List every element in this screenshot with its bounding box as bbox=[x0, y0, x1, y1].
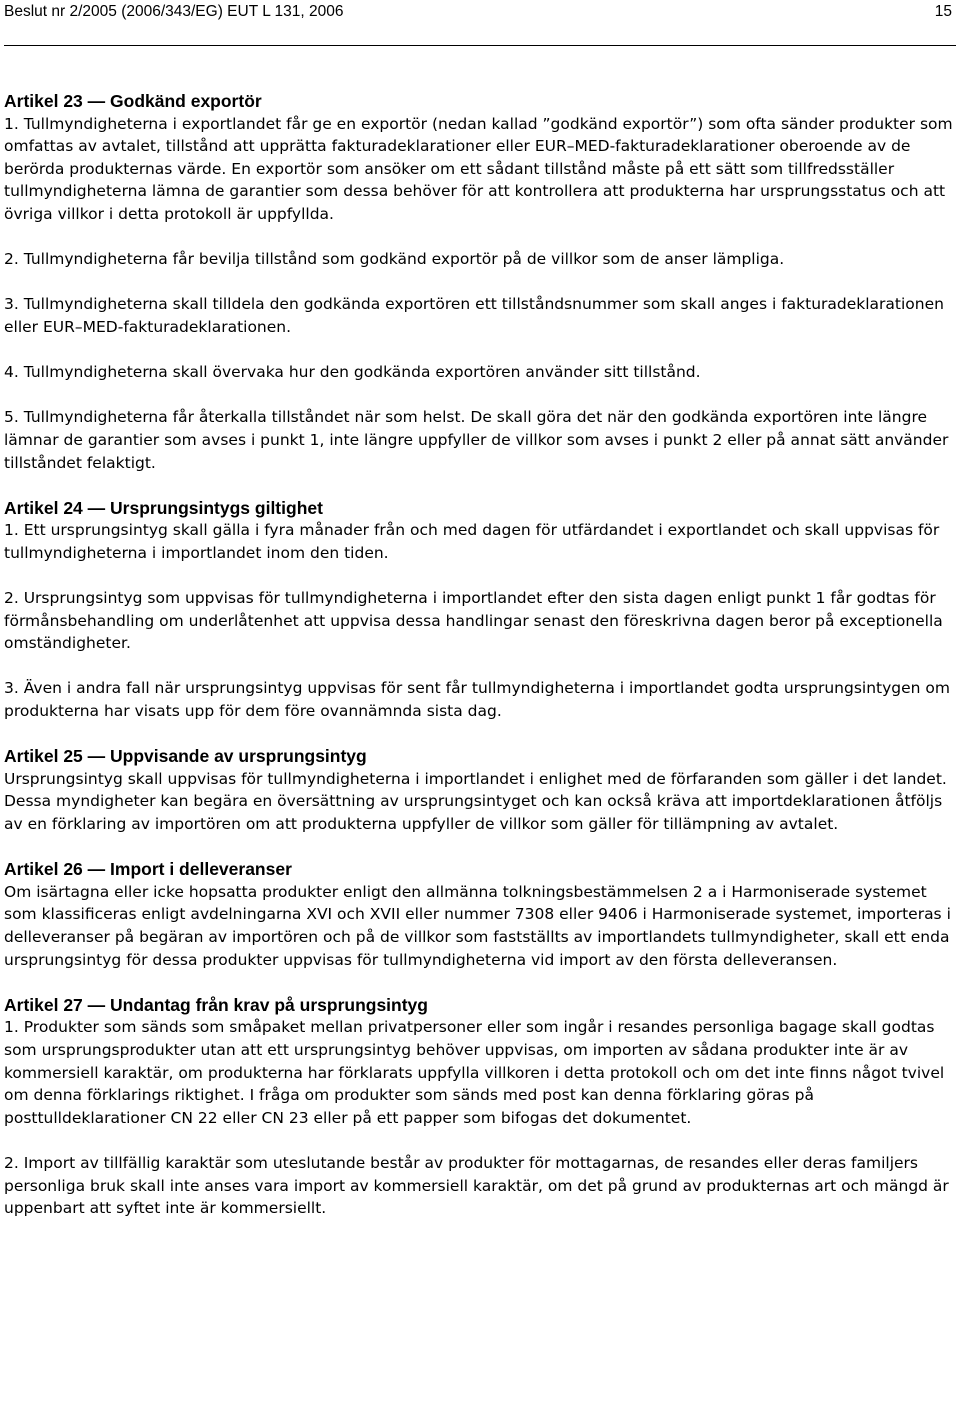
article-paragraph: Ursprungsintyg skall uppvisas för tullmyndigheterna i importlandet i enlighet med de förfaranden som gäller i det landet. Dessa myndigheter kan begära en översättning av ursprungsintyget och kan också kräva att importdeklarationen åtföljs av en förklaring av importören om att produkterna uppfyller de villkor som gäller för tillämpning av avtalet. bbox=[4, 769, 947, 833]
article-heading: Artikel 26 — Import i delleveranser bbox=[4, 859, 292, 880]
article-paragraph: 1. Ett ursprungsintyg skall gälla i fyra månader från och med dagen för utfärdandet i exportlandet och skall uppvisas för tullmyndigheterna i importlandet inom den tiden. bbox=[4, 521, 940, 562]
page-header bbox=[0, 0, 960, 46]
header-divider bbox=[4, 45, 956, 46]
article-paragraph: 1. Produkter som sänds som småpaket mellan privatpersoner eller som ingår i resandes personliga bagage skall godtas som ursprungsprodukter utan att ett ursprungsintyg behöver uppvisas, om importen av sådana produkter inte är av kommersiell karaktär, om produkterna har förklarats uppfylla villkoren i detta protokoll och om det inte finns något tvivel om denna förklarings riktighet. I fråga om produkter som sänds med post kan denna förklaring göras på posttulldeklarationer CN 22 eller CN 23 eller på ett papper som bifogas det dokumentet. bbox=[4, 1018, 945, 1127]
header-title: Beslut nr 2/2005 (2006/343/EG) EUT L 131, 2006 bbox=[4, 3, 344, 20]
article-paragraph: Om isärtagna eller icke hopsatta produkter enligt den allmänna tolkningsbestämmelsen 2 a i Harmoniserade systemet som klassificeras enligt avdelningarna XVI och XVII eller nummer 7308 eller 9406 i Harmoniserade systemet, importeras i delleveranser på begäran av importören och på de villkor som fastställts av importlandets tullmyndigheter, skall ett enda ursprungsintyg för dessa produkter uppvisas för tullmyndigheterna vid import av den första delleveransen. bbox=[4, 882, 951, 969]
article-paragraph: 5. Tullmyndigheterna får återkalla tillståndet när som helst. De skall göra det när den godkända exportören inte längre lämnar de garantier som avses i punkt 1, inte längre uppfyller de villkor som avses i punkt 2 eller på annat sätt använder tillståndet felaktigt. bbox=[4, 408, 949, 472]
article-23 bbox=[4, 90, 956, 474]
article-paragraph: 2. Ursprungsintyg som uppvisas för tullmyndigheterna i importlandet efter den sista dagen enligt punkt 1 får godtas för förmånsbehandling om underlåtenhet att uppvisa dessa handlingar senast den föreskrivna dagen beror på exceptionella omständigheter. bbox=[4, 589, 943, 653]
article-26 bbox=[4, 858, 956, 971]
article-heading: Artikel 27 — Undantag från krav på ursprungsintyg bbox=[4, 994, 428, 1015]
article-paragraph: 3. Även i andra fall när ursprungsintyg uppvisas för sent får tullmyndigheterna i importlandet godta ursprungsintygen om produkterna har visats upp för dem före ovannämnda sista dag. bbox=[4, 679, 950, 721]
article-heading: Artikel 24 — Ursprungsintygs giltighet bbox=[4, 497, 323, 518]
article-paragraph: 3. Tullmyndigheterna skall tilldela den godkända exportören ett tillståndsnummer som skall anges i fakturadeklarationen eller EUR–MED-fakturadeklarationen. bbox=[4, 295, 944, 336]
article-paragraph: 2. Import av tillfällig karaktär som uteslutande består av produkter för mottagarnas, de resandes eller deras familjers personliga bruk skall inte anses vara import av kommersiell karaktär, om det på grund av produkternas art och mängd är uppenbart att syftet inte är kommersiellt. bbox=[4, 1153, 949, 1218]
article-27 bbox=[4, 994, 956, 1220]
article-24 bbox=[4, 497, 956, 723]
article-paragraph: 2. Tullmyndigheterna får bevilja tillstånd som godkänd exportör på de villkor som de anser lämpliga. bbox=[4, 250, 785, 269]
page-number: 15 bbox=[934, 3, 952, 20]
article-heading: Artikel 23 — Godkänd exportör bbox=[4, 91, 262, 111]
article-paragraph: 1. Tullmyndigheterna i exportlandet får ge en exportör (nedan kallad ”godkänd exportör”) som ofta sänder produkter som omfattas av avtalet, tillstånd att upprätta fakturadeklarationer eller EUR–MED-fakturadeklarationer oberoende av de berörda produkternas värde. En exportör som ansöker om ett sådant tillstånd måste på ett sätt som tillfredsställer tullmyndigheterna lämna de garantier som dessa behöver för att kontrollera att produkterna har ursprungsstatus och att övriga villkor i detta protokoll är uppfyllda. bbox=[4, 114, 953, 223]
article-25 bbox=[4, 745, 956, 835]
article-heading: Artikel 25 — Uppvisande av ursprungsintyg bbox=[4, 746, 367, 767]
article-paragraph: 4. Tullmyndigheterna skall övervaka hur den godkända exportören använder sitt tillstånd. bbox=[4, 363, 701, 382]
document-body bbox=[4, 90, 956, 1220]
